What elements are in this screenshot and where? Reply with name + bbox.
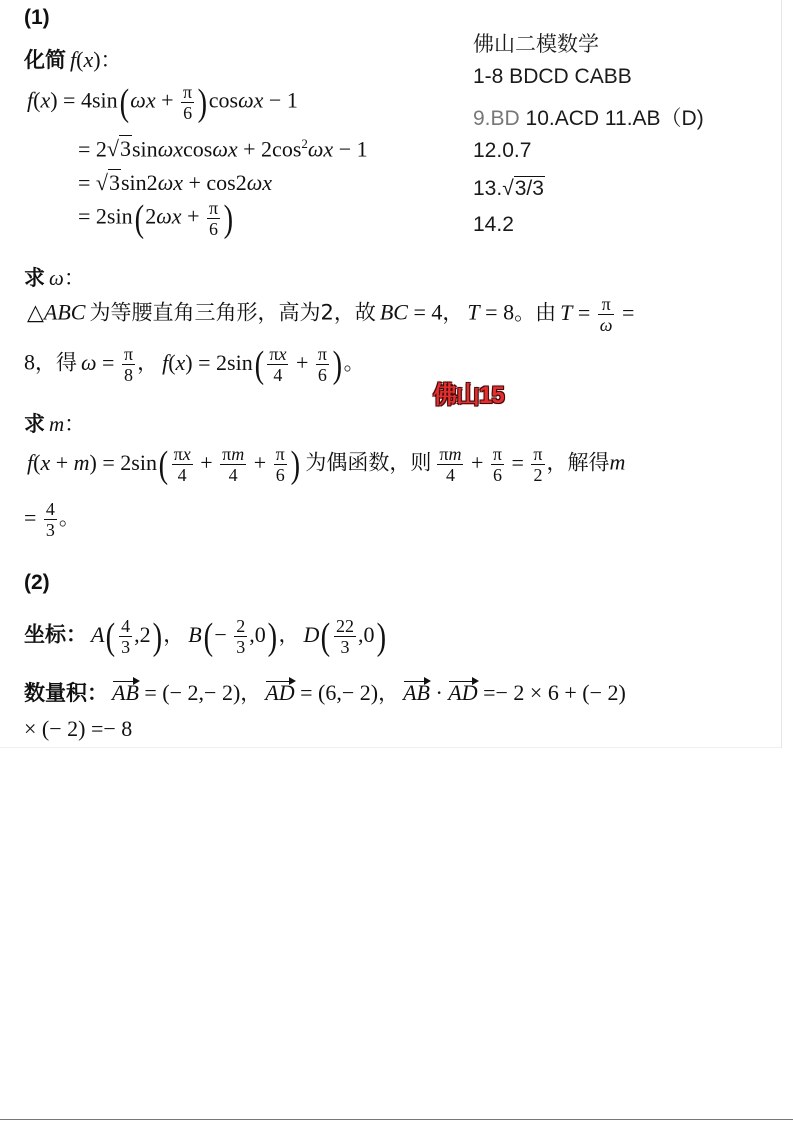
simplify-label: 化简 (24, 48, 66, 72)
answer-title: 佛山二模数学 (473, 33, 599, 56)
bottom-border (0, 1119, 793, 1120)
page-edge (781, 0, 782, 748)
answer-line-4 (473, 177, 545, 201)
coords-label: 坐标： (24, 622, 87, 647)
equation-line-1: f(x) = 4sin(ωx + $\frac{\pi}{6}$ )cosωx − 1 (27, 81, 298, 124)
equation-line-3: = √3sin2ωx + cos2ωx (78, 170, 273, 195)
equation-line-2: = $2√3\sin\omega xcos\omega x + 2\cos^2\omega x - 1$ (78, 136, 368, 162)
dot-product-line-1: 数量积： AB = (− 2,− 2)， AD = (6,− 2)， AB · AD =− 2 × 6 + (− 2) (24, 680, 626, 705)
section-divider (0, 747, 781, 748)
m-result: = $\frac{4}{3}$ 。 (24, 499, 80, 540)
m-line-1: f(x + m) = 2sin( $\frac{\pi x}{4}$ + $\frac{\pi m}{4}$ + $\frac{\pi}{6}$ ) 为偶函数，则 $\frac{\pi m}{4}$ + $\frac{\pi}{6}$ = $\frac{\pi}{2}$ ，解得m (27, 443, 626, 486)
dot-product-line-2: × (− 2) =− 8 (24, 716, 133, 741)
answer-q13-prefix: 13. (473, 177, 503, 200)
answer-q10-11: 10.ACD 11.AB（D) (525, 107, 704, 130)
find-omega-label: 求 (24, 266, 45, 290)
red-stamp-watermark: 佛山15 (433, 382, 504, 409)
simplify-fx: f(x) (70, 47, 101, 72)
simplify-heading (24, 44, 122, 74)
omega-line-1: △ABC 为等腰直角三角形，高为2，故 BC = 4， T = 8。由 T = $\frac{\pi}{\omega}$ = (27, 294, 635, 335)
colon: ： (100, 48, 122, 72)
answer-line-5: 14.2 (473, 213, 514, 236)
find-m-heading: 求 m： (24, 412, 86, 436)
omega-line-2: 8，得 ω = $\frac{\pi}{8}$ ， f(x) = 2sin( $\frac{\pi x}{4}$ + $\frac{\pi}{6}$ )。 (24, 343, 365, 386)
coordinates-line: 坐标： A( $\frac{4}{3}$ ,2)， B(− $\frac{2}{3}$ ,0)， D( $\frac{22}{3}$ ,0) (24, 615, 386, 658)
dot-label: 数量积： (24, 681, 108, 705)
answer-line-3: 12.0.7 (473, 139, 532, 162)
equation-line-4: = 2sin(2ωx + $\frac{\pi}{6}$ ) (78, 197, 234, 240)
isosceles-text: 为等腰直角三角形，高为2，故 (89, 300, 376, 325)
find-m-label: 求 (24, 412, 45, 436)
part2-heading: (2) (24, 571, 50, 594)
answer-line-1: 1-8 BDCD CABB (473, 65, 632, 88)
answer-line-2 (473, 102, 704, 132)
answer-q13-radical: √3/3 (502, 177, 544, 200)
answer-q9: 9.BD (473, 107, 520, 130)
find-omega-heading: 求 ω： (24, 266, 85, 290)
part1-heading: (1) (24, 6, 50, 29)
